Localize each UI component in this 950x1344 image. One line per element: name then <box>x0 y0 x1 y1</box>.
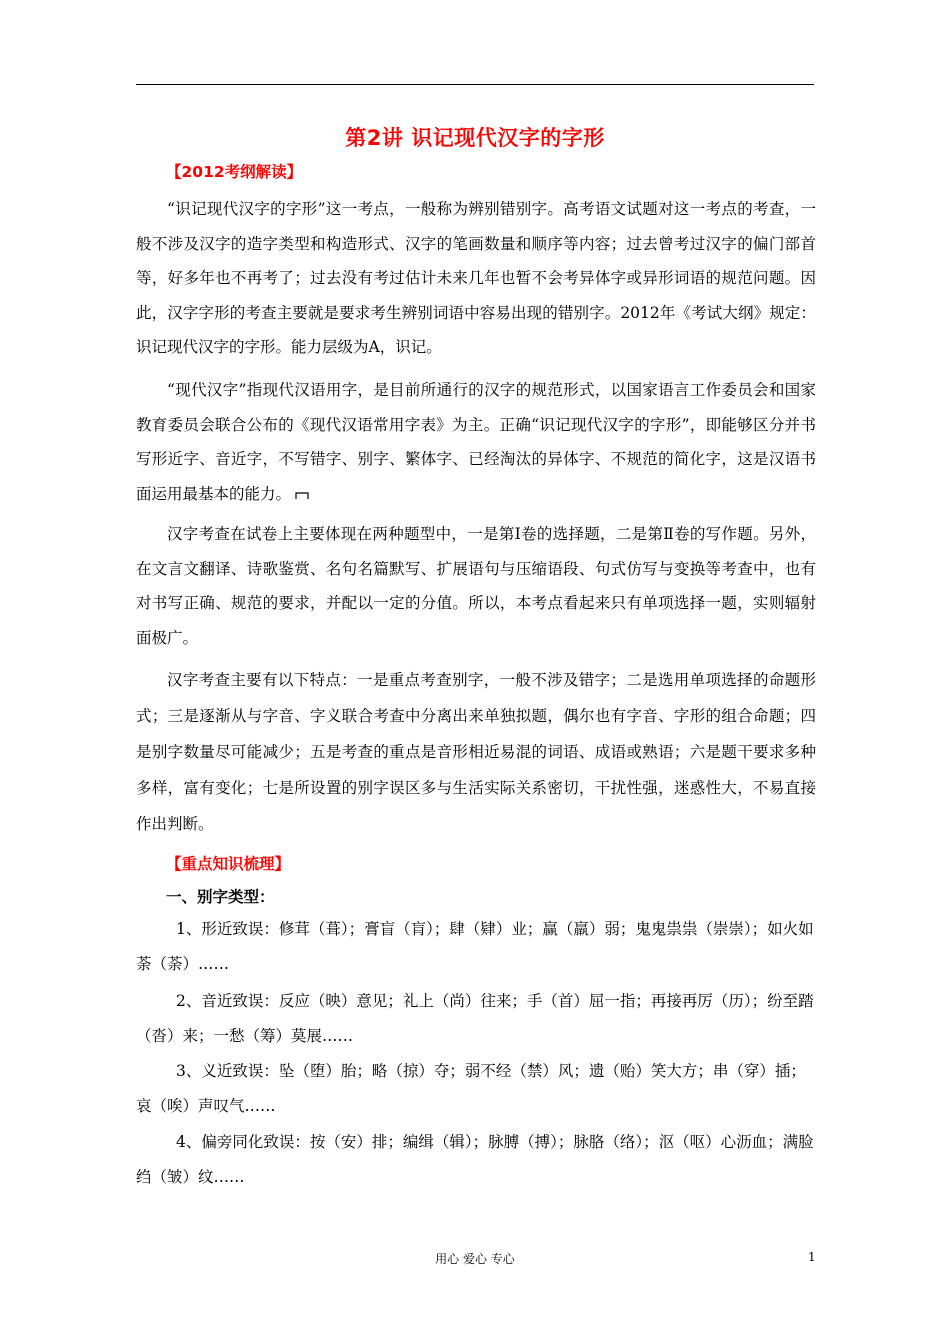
list-item: 1、形近致误：修茸（葺）；膏盲（肓）；肆（肄）业；赢（羸）弱；鬼鬼祟祟（崇崇）；如火如荼（荼）…… <box>136 920 814 973</box>
paragraph-2-text: “现代汉字”指现代汉语用字，是目前所通行的汉字的规范形式，以国家语言工作委员会和国家教育委员会联合公布的《现代汉语常用字表》为主。正确“识记现代汉字的字形”，即能够区分并书写形近字、音近字，不写错字、别字、繁体字、已经淘汰的异体字、不规范的简化字，这是汉语书面运用最基本的能力。 <box>136 381 816 503</box>
section-header-syllabus: 【2012考纲解读】 <box>166 163 303 181</box>
list-item: 3、义近致误：坠（堕）胎；略（掠）夺；弱不经（禁）风；遗（贻）笑大方；串（穿）插；哀（唉）声叹气…… <box>136 1062 806 1115</box>
header-rule <box>136 84 814 85</box>
section-header-key-points: 【重点知识梳理】 <box>166 855 291 873</box>
page-number: 1 <box>808 1250 816 1264</box>
paragraph-4: 汉字考查主要有以下特点：一是重点考查别字，一般不涉及错字；二是选用单项选择的命题形式；三是逐渐从与字音、字义联合考查中分离出来单独拟题，偶尔也有字音、字形的组合命题；四是别字数量尽可能减少；五是考查的重点是音形相近易混的词语、成语或熟语；六是题干要求多种多样，富有变化；七是所设置的别字误区多与生活实际关系密切，干扰性强，迷惑性大，不易直接作出判断。 <box>136 671 816 833</box>
list-item: 4、偏旁同化致误：按（安）排；编缉（辑）；脉膊（搏）；脉胳（络）；沤（呕）心沥血；满脸绉（皱）纹…… <box>136 1133 814 1186</box>
paragraph-3: 汉字考查在试卷上主要体现在两种题型中，一是第Ⅰ卷的选择题，二是第Ⅱ卷的写作题。另外，在文言文翻译、诗歌鉴赏、名句名篇默写、扩展语句与压缩语段、句式仿写与变换等考查中，也有对书写正确、规范的要求，并配以一定的分值。所以，本考点看起来只有单项选择一题，实则辐射面极广。 <box>136 525 816 647</box>
paragraph-2 <box>136 373 816 511</box>
footer-slogan: 用心 爱心 专心 <box>435 1252 515 1266</box>
subsection-title: 一、别字类型： <box>166 888 275 906</box>
page-title: 第2讲 识记现代汉字的字形 <box>345 126 605 150</box>
bracket-mark-icon <box>295 490 309 500</box>
paragraph-1: “识记现代汉字的字形”这一考点，一般称为辨别错别字。高考语文试题对这一考点的考查，一般不涉及汉字的造字类型和构造形式、汉字的笔画数量和顺序等内容；过去曾考过汉字的偏门部首等，好多年也不再考了；过去没有考过估计未来几年也暂不会考异体字或异形词语的规范问题。因此，汉字字形的考查主要就是要求考生辨别词语中容易出现的错别字。2012年《考试大纲》规定：识记现代汉字的字形。能力层级为A，识记。 <box>136 200 816 356</box>
list-item: 2、音近致误：反应（映）意见；礼上（尚）往来；手（首）屈一指；再接再厉（历）；纷至踏（沓）来；一愁（筹）莫展…… <box>136 992 814 1045</box>
